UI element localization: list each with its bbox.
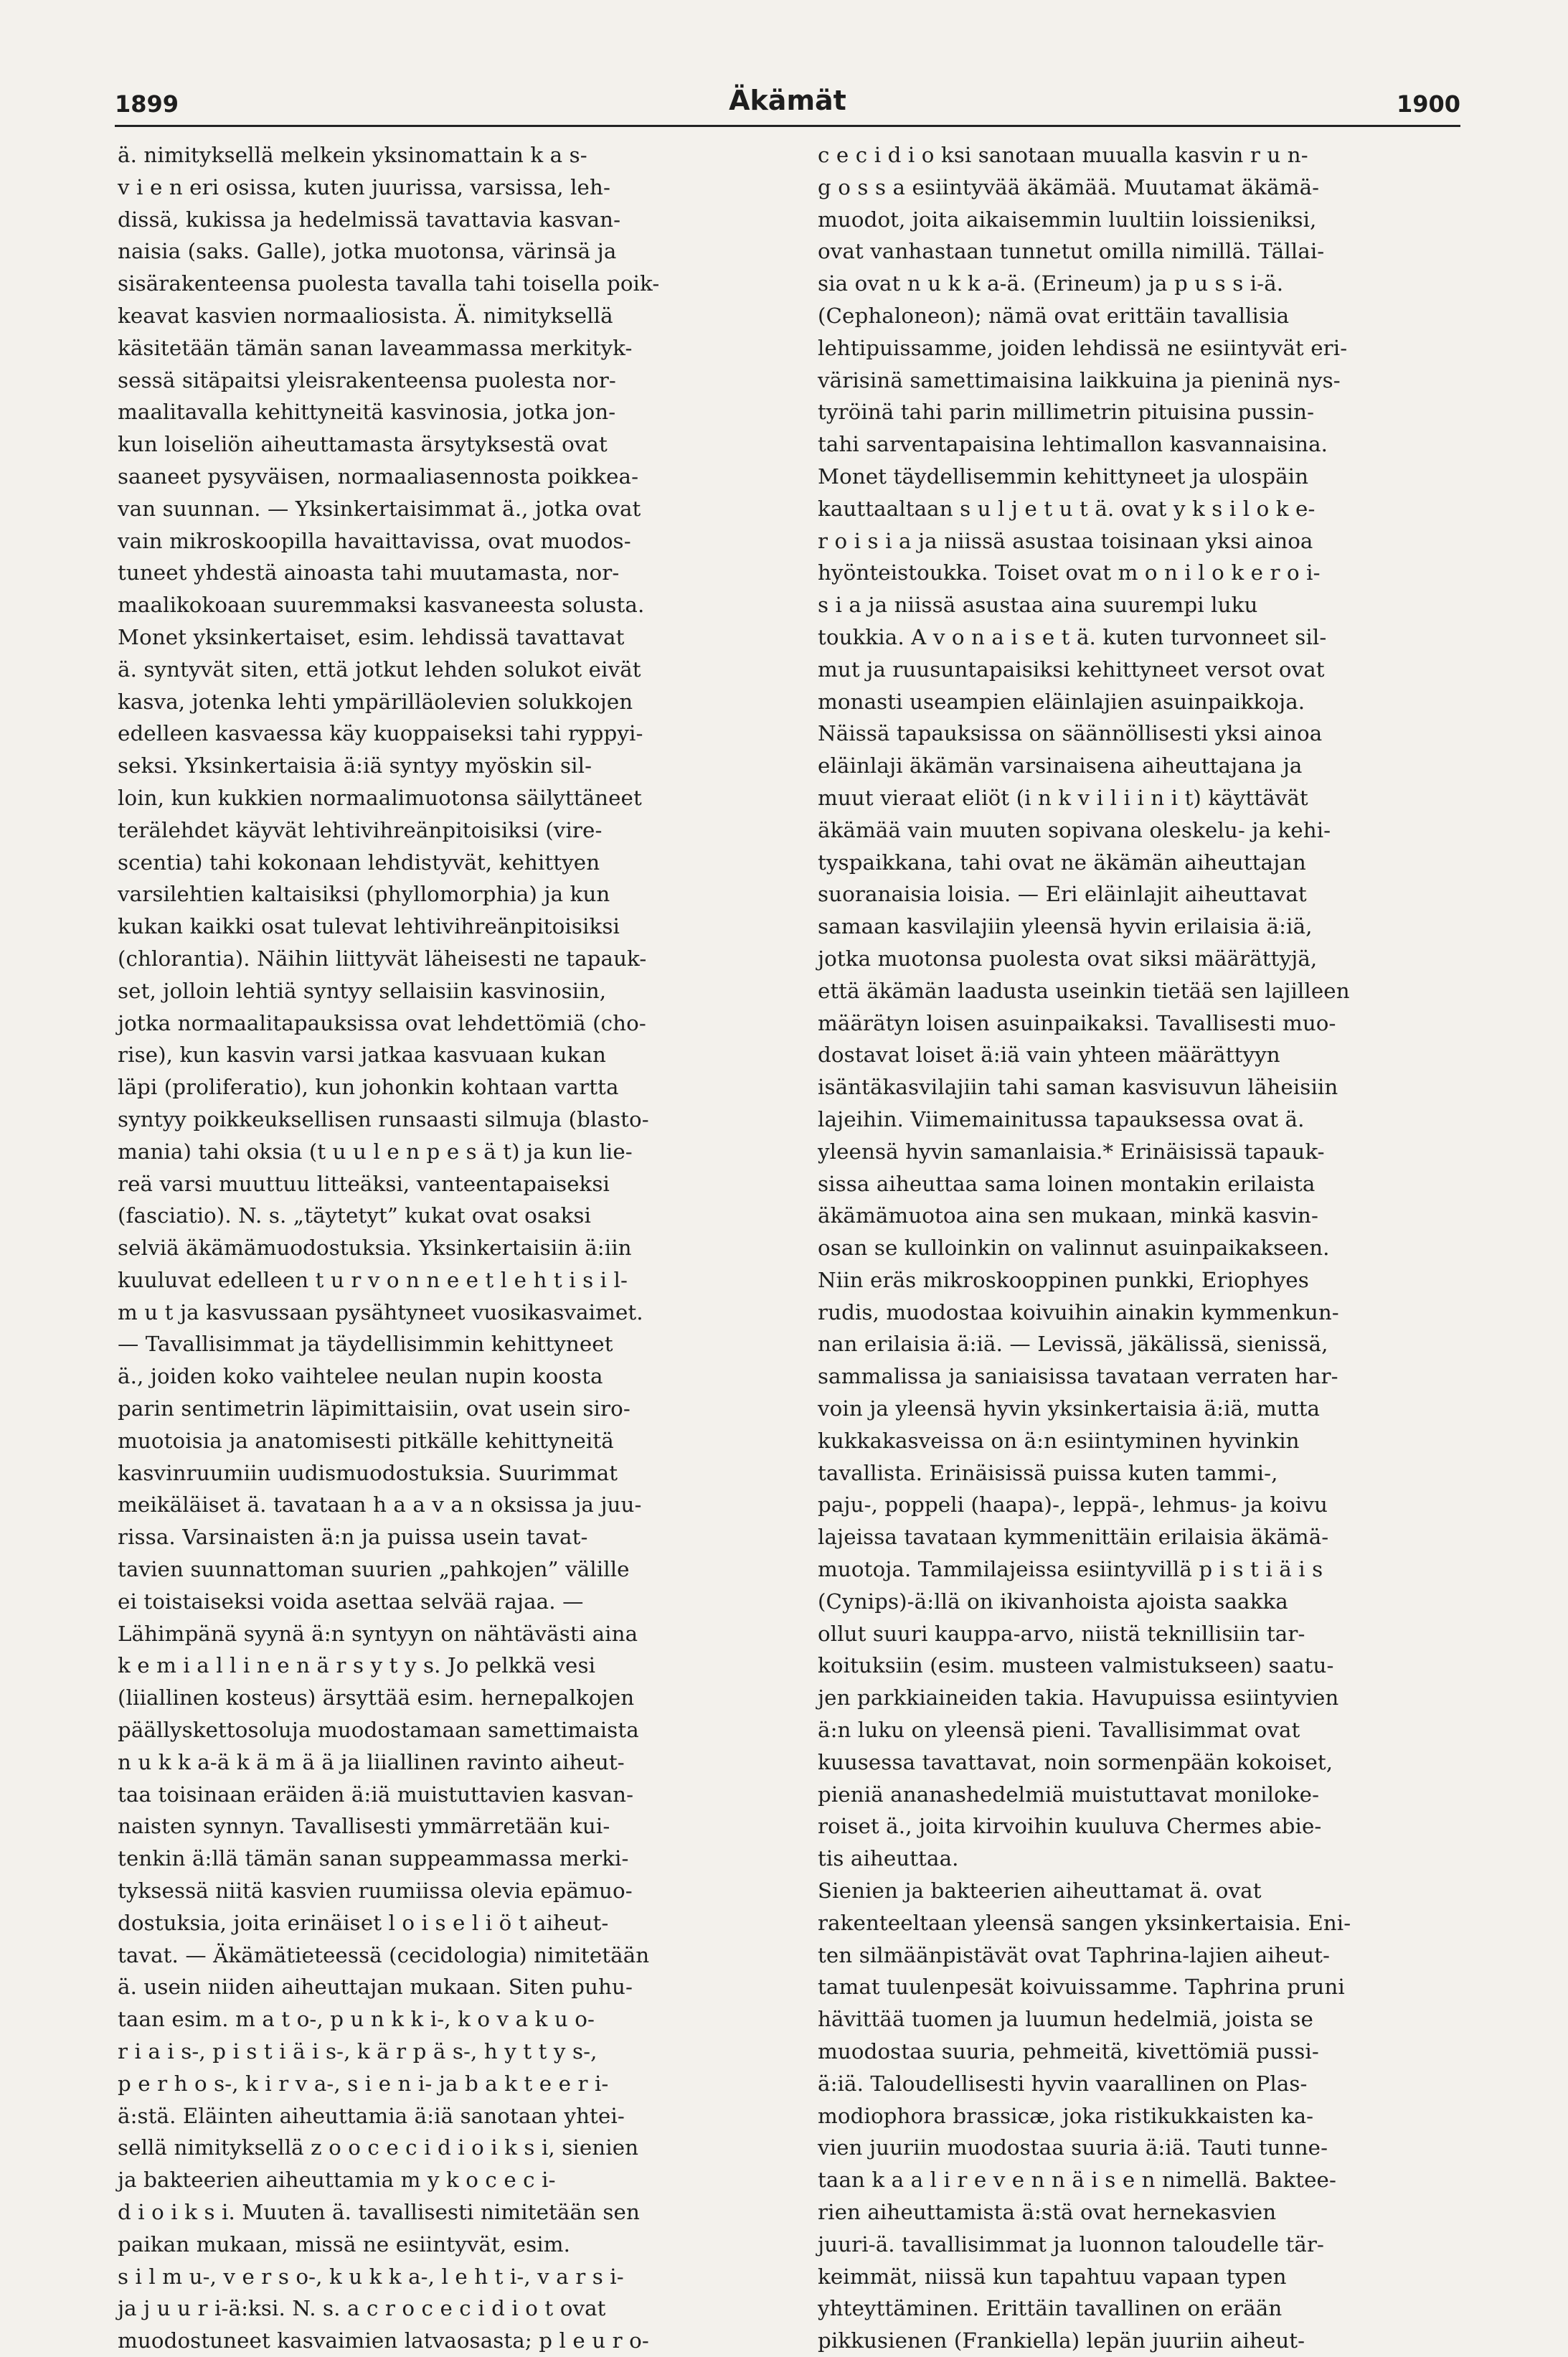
text-line: sia ovat n u k k a-ä. (Erineum) ja p u s s i-ä. bbox=[818, 271, 1284, 296]
text-line: muotoisia ja anatomisesti pitkälle kehittyneitä bbox=[118, 1428, 614, 1453]
text-line: sissa aiheuttaa sama loinen montakin erilaista bbox=[818, 1171, 1316, 1196]
text-line: juuri-ä. tavallisimmat ja luonnon taloudelle tär- bbox=[818, 2231, 1325, 2257]
page-number-right: 1900 bbox=[1396, 90, 1460, 118]
text-line: taa toisinaan eräiden ä:iä muistuttavien kasvan- bbox=[118, 1782, 634, 1807]
text-line: kauttaaltaan s u l j e t u t ä. ovat y k s i l o k e- bbox=[818, 496, 1316, 521]
text-line: voin ja yleensä hyvin yksinkertaisia ä:iä, mutta bbox=[818, 1396, 1321, 1421]
text-line: (Cynips)-ä:llä on ikivanhoista ajoista saakka bbox=[818, 1589, 1288, 1614]
text-line: roiset ä., joita kirvoihin kuuluva Chermes abie- bbox=[818, 1814, 1322, 1839]
text-line: tis aiheuttaa. bbox=[818, 1846, 959, 1871]
text-line: tamat tuulenpesät koivuissamme. Taphrina pruni bbox=[818, 1975, 1345, 2000]
text-line: läpi (proliferatio), kun johonkin kohtaan vartta bbox=[118, 1075, 619, 1100]
text-line: nan erilaisia ä:iä. — Levissä, jäkälissä, sienissä, bbox=[818, 1332, 1328, 1357]
text-line: — Tavallisimmat ja täydellisimmin kehittyneet bbox=[118, 1332, 613, 1357]
text-line: pikkusienen (Frankiella) lepän juuriin aiheut- bbox=[818, 2328, 1305, 2353]
text-line: päällyskettosoluja muodostamaan samettimaista bbox=[118, 1718, 639, 1743]
text-line: varsilehtien kaltaisiksi (phyllomorphia) ja kun bbox=[118, 882, 610, 907]
text-line: muotoja. Tammilajeissa esiintyvillä p i s t i ä i s bbox=[818, 1557, 1323, 1582]
text-line: parin sentimetrin läpimittaisiin, ovat usein siro- bbox=[118, 1396, 630, 1421]
text-line: ä:stä. Eläinten aiheuttamia ä:iä sanotaan yhtei- bbox=[118, 2103, 625, 2128]
text-line: tavien suunnattoman suurien „pahkojen” välille bbox=[118, 1557, 630, 1582]
text-line: keimmät, niissä kun tapahtuu vapaan typen bbox=[818, 2264, 1287, 2289]
text-line: sammalissa ja saniaisissa tavataan verraten har- bbox=[818, 1364, 1338, 1389]
text-line: s i l m u-, v e r s o-, k u k k a-, l e h t i-, v a r s i- bbox=[118, 2264, 624, 2289]
text-line: naisia (saks. Galle), jotka muotonsa, värinsä ja bbox=[118, 239, 617, 264]
text-line: muodot, joita aikaisemmin luultiin loissieniksi, bbox=[818, 207, 1317, 232]
text-line: lehtipuissamme, joiden lehdissä ne esiintyvät eri- bbox=[818, 335, 1348, 360]
text-line: eläinlaji äkämän varsinaisena aiheuttajana ja bbox=[818, 753, 1303, 778]
text-line: Niin eräs mikroskooppinen punkki, Eriophyes bbox=[818, 1267, 1309, 1292]
text-line: koituksiin (esim. musteen valmistukseen) saatu- bbox=[818, 1653, 1334, 1678]
text-line: Monet yksinkertaiset, esim. lehdissä tavattavat bbox=[118, 624, 625, 649]
text-line: tuneet yhdestä ainoasta tahi muutamasta, nor- bbox=[118, 560, 620, 585]
text-line: jotka normaalitapauksissa ovat lehdettömiä (cho- bbox=[118, 1010, 646, 1035]
right-column bbox=[818, 139, 1463, 2353]
text-line: Lähimpänä syynä ä:n syntyyn on nähtävästi aina bbox=[118, 1621, 638, 1646]
text-line: p e r h o s-, k i r v a-, s i e n i- ja b a k t e e r i- bbox=[118, 2071, 609, 2096]
text-line: selviä äkämämuodostuksia. Yksinkertaisiin ä:iin bbox=[118, 1236, 632, 1261]
text-line: dissä, kukissa ja hedelmissä tavattavia kasvan- bbox=[118, 207, 621, 232]
text-line: suoranaisia loisia. — Eri eläinlajit aiheuttavat bbox=[818, 882, 1307, 907]
text-line: set, jolloin lehtiä syntyy sellaisiin kasvinosiin, bbox=[118, 978, 607, 1003]
text-line: mania) tahi oksia (t u u l e n p e s ä t) ja kun lie- bbox=[118, 1139, 633, 1164]
text-line: (Cephaloneon); nämä ovat erittäin tavallisia bbox=[818, 303, 1290, 328]
text-line: mut ja ruusuntapaisiksi kehittyneet versot ovat bbox=[818, 657, 1325, 682]
text-line: tavat. — Äkämätieteessä (cecidologia) nimitetään bbox=[118, 1942, 650, 1967]
text-line: yleensä hyvin samanlaisia.* Erinäisissä tapauk- bbox=[818, 1139, 1325, 1164]
text-line: c e c i d i o ksi sanotaan muualla kasvin r u n- bbox=[818, 143, 1308, 167]
text-line: pieniä ananashedelmiä muistuttavat moniloke- bbox=[818, 1782, 1320, 1807]
text-line: tyspaikkana, tahi ovat ne äkämän aiheuttajan bbox=[818, 850, 1306, 875]
text-line: hävittää tuomen ja luumun hedelmiä, joista se bbox=[818, 2007, 1313, 2032]
text-line: isäntäkasvilajiin tahi saman kasvisuvun läheisiin bbox=[818, 1075, 1338, 1100]
text-line: dostuksia, joita erinäiset l o i s e l i ö t aiheut- bbox=[118, 1910, 609, 1935]
text-line: osan se kulloinkin on valinnut asuinpaikakseen. bbox=[818, 1236, 1330, 1261]
left-column bbox=[118, 139, 763, 2353]
text-line: r i a i s-, p i s t i ä i s-, k ä r p ä s-, h y t t y s-, bbox=[118, 2039, 598, 2064]
text-line: kuuluvat edelleen t u r v o n n e e t l e h t i s i l- bbox=[118, 1267, 628, 1292]
text-line: rudis, muodostaa koivuihin ainakin kymmenkun- bbox=[818, 1299, 1339, 1325]
text-line: hyönteistoukka. Toiset ovat m o n i l o k e r o i- bbox=[818, 560, 1321, 585]
text-line: ten silmäänpistävät ovat Taphrina-lajien aiheut- bbox=[818, 1942, 1331, 1967]
text-line: käsitetään tämän sanan laveammassa merkityk- bbox=[118, 335, 633, 360]
text-line: muodostaa suuria, pehmeitä, kivettömiä pussi- bbox=[818, 2039, 1319, 2064]
text-line: van suunnan. — Yksinkertaisimmat ä., jotka ovat bbox=[118, 496, 641, 521]
text-line: samaan kasvilajiin yleensä hyvin erilaisia ä:iä, bbox=[818, 914, 1313, 939]
text-line: edelleen kasvaessa käy kuoppaiseksi tahi ryppyi- bbox=[118, 721, 643, 746]
text-line: keavat kasvien normaaliosista. Ä. nimityksellä bbox=[118, 303, 613, 328]
text-line: toukkia. A v o n a i s e t ä. kuten turvonneet sil- bbox=[818, 624, 1327, 649]
text-line: (chlorantia). Näihin liittyvät läheisesti ne tapauk- bbox=[118, 946, 647, 971]
text-line: sisärakenteensa puolesta tavalla tahi toisella poik- bbox=[118, 271, 660, 296]
text-line: ä. syntyvät siten, että jotkut lehden solukot eivät bbox=[118, 657, 641, 682]
text-line: muodostuneet kasvaimien latvaosasta; p l e u r o- bbox=[118, 2328, 649, 2353]
text-line: g o s s a esiintyvää äkämää. Muutamat äkämä- bbox=[818, 174, 1320, 199]
text-line: äkämää vain muuten sopivana oleskelu- ja kehi- bbox=[818, 817, 1331, 842]
text-line: että äkämän laadusta useinkin tietää sen lajilleen bbox=[818, 978, 1350, 1003]
text-line: ei toistaiseksi voida asettaa selvää rajaa. — bbox=[118, 1589, 584, 1614]
text-line: lajeissa tavataan kymmenittäin erilaisia äkämä- bbox=[818, 1525, 1329, 1550]
text-line: tahi sarventapaisina lehtimallon kasvannaisina. bbox=[818, 432, 1328, 457]
text-line: kuusessa tavattavat, noin sormenpään kokoiset, bbox=[818, 1749, 1333, 1774]
text-line: ovat vanhastaan tunnetut omilla nimillä. Tällai- bbox=[818, 239, 1325, 264]
text-line: paikan mukaan, missä ne esiintyvät, esim. bbox=[118, 2231, 570, 2257]
text-line: sellä nimityksellä z o o c e c i d i o i k s i, sienien bbox=[118, 2135, 639, 2160]
text-line: meikäläiset ä. tavataan h a a v a n oksissa ja juu- bbox=[118, 1492, 642, 1518]
text-line: yhteyttäminen. Erittäin tavallinen on erään bbox=[818, 2296, 1283, 2321]
text-line: muut vieraat eliöt (i n k v i l i i n i t) käyttävät bbox=[818, 785, 1308, 810]
text-line: r o i s i a ja niissä asustaa toisinaan yksi ainoa bbox=[818, 528, 1313, 553]
text-line: rien aiheuttamista ä:stä ovat hernekasvien bbox=[818, 2200, 1277, 2224]
text-line: jotka muotonsa puolesta ovat siksi määrättyjä, bbox=[818, 946, 1318, 971]
text-line: sessä sitäpaitsi yleisrakenteensa puolesta nor- bbox=[118, 367, 616, 392]
text-line: Näissä tapauksissa on säännöllisesti yksi ainoa bbox=[818, 721, 1323, 746]
text-line: d i o i k s i. Muuten ä. tavallisesti nimitetään sen bbox=[118, 2200, 640, 2224]
page-header bbox=[115, 85, 1460, 128]
text-line: s i a ja niissä asustaa aina suurempi luku bbox=[818, 593, 1258, 618]
text-line: ja bakteerien aiheuttamia m y k o c e c i- bbox=[118, 2168, 556, 2193]
text-line: tyksessä niitä kasvien ruumiissa olevia epämuo- bbox=[118, 1878, 633, 1904]
text-line: ä:iä. Taloudellisesti hyvin vaarallinen on Plas- bbox=[818, 2071, 1308, 2096]
text-line: v i e n eri osissa, kuten juurissa, varsissa, leh- bbox=[118, 174, 610, 199]
text-line: ä. usein niiden aiheuttajan mukaan. Siten puhu- bbox=[118, 1975, 633, 2000]
text-line: tyröinä tahi parin millimetrin pituisina pussin- bbox=[818, 400, 1315, 425]
text-line: modiophora brassicæ, joka ristikukkaisten ka- bbox=[818, 2103, 1314, 2128]
text-line: (fasciatio). N. s. „täytetyt” kukat ovat osaksi bbox=[118, 1203, 592, 1228]
text-line: ollut suuri kauppa-arvo, niistä teknillisiin tar- bbox=[818, 1621, 1305, 1646]
text-line: naisten synnyn. Tavallisesti ymmärretään kui- bbox=[118, 1814, 610, 1839]
text-line: ä. nimityksellä melkein yksinomattain k a s- bbox=[118, 143, 587, 167]
header-rule bbox=[115, 125, 1460, 127]
text-line: reä varsi muuttuu litteäksi, vanteentapaiseksi bbox=[118, 1171, 610, 1196]
text-line: terälehdet käyvät lehtivihreänpitoisiksi (vire- bbox=[118, 817, 603, 842]
text-line: (liiallinen kosteus) ärsyttää esim. hernepalkojen bbox=[118, 1685, 635, 1711]
text-line: k e m i a l l i n e n ä r s y t y s. Jo pelkkä vesi bbox=[118, 1653, 596, 1678]
text-line: vain mikroskoopilla havaittavissa, ovat muodos- bbox=[118, 528, 631, 553]
text-line: Monet täydellisemmin kehittyneet ja ulospäin bbox=[818, 464, 1309, 489]
text-line: seksi. Yksinkertaisia ä:iä syntyy myöskin sil- bbox=[118, 753, 592, 778]
text-line: saaneet pysyväisen, normaaliasennosta poikkea- bbox=[118, 464, 639, 489]
text-line: jen parkkiaineiden takia. Havupuissa esiintyvien bbox=[818, 1685, 1339, 1711]
text-line: taan k a a l i r e v e n n ä i s e n nimellä. Baktee- bbox=[818, 2168, 1336, 2193]
text-line: kasvinruumiin uudismuodostuksia. Suurimmat bbox=[118, 1460, 618, 1485]
text-line: scentia) tahi kokonaan lehdistyvät, kehittyen bbox=[118, 850, 600, 875]
running-title: Äkämät bbox=[729, 85, 846, 116]
text-line: kukan kaikki osat tulevat lehtivihreänpitoisiksi bbox=[118, 914, 620, 939]
text-line: vien juuriin muodostaa suuria ä:iä. Tauti tunne- bbox=[818, 2135, 1328, 2160]
text-line: rakenteeltaan yleensä sangen yksinkertaisia. Eni- bbox=[818, 1910, 1351, 1935]
text-line: m u t ja kasvussaan pysähtyneet vuosikasvaimet. bbox=[118, 1299, 643, 1325]
text-line: tenkin ä:llä tämän sanan suppeammassa merki- bbox=[118, 1846, 629, 1871]
text-line: monasti useampien eläinlajien asuinpaikkoja. bbox=[818, 689, 1305, 714]
text-line: rise), kun kasvin varsi jatkaa kasvuaan kukan bbox=[118, 1043, 607, 1068]
text-line: äkämämuotoa aina sen mukaan, minkä kasvin- bbox=[818, 1203, 1318, 1228]
text-line: Sienien ja bakteerien aiheuttamat ä. ovat bbox=[818, 1878, 1262, 1904]
text-line: paju-, poppeli (haapa)-, leppä-, lehmus- ja koivu bbox=[818, 1492, 1328, 1518]
text-line: värisinä samettimaisina laikkuina ja pieninä nys- bbox=[818, 367, 1341, 392]
text-line: tavallista. Erinäisissä puissa kuten tammi-, bbox=[818, 1460, 1278, 1485]
text-line: ja j u u r i-ä:ksi. N. s. a c r o c e c i d i o t ovat bbox=[118, 2296, 606, 2321]
text-line: kasva, jotenka lehti ympärilläolevien solukkojen bbox=[118, 689, 633, 714]
text-line: määrätyn loisen asuinpaikaksi. Tavallisesti muo- bbox=[818, 1010, 1336, 1035]
page-number-left: 1899 bbox=[115, 90, 179, 118]
text-line: dostavat loiset ä:iä vain yhteen määrättyyn bbox=[818, 1043, 1280, 1068]
text-line: kun loiseliön aiheuttamasta ärsytyksestä ovat bbox=[118, 432, 608, 457]
text-line: ä., joiden koko vaihtelee neulan nupin koosta bbox=[118, 1364, 603, 1389]
text-line: rissa. Varsinaisten ä:n ja puissa usein tavat- bbox=[118, 1525, 588, 1550]
text-line: maalitavalla kehittyneitä kasvinosia, jotka jon- bbox=[118, 400, 616, 425]
text-line: lajeihin. Viimemainitussa tapauksessa ovat ä. bbox=[818, 1106, 1305, 1132]
text-line: syntyy poikkeuksellisen runsaasti silmuja (blasto- bbox=[118, 1106, 649, 1132]
text-line: n u k k a-ä k ä m ä ä ja liiallinen ravinto aiheut- bbox=[118, 1749, 625, 1774]
text-line: ä:n luku on yleensä pieni. Tavallisimmat ovat bbox=[818, 1718, 1300, 1743]
text-line: maalikokoaan suuremmaksi kasvaneesta solusta. bbox=[118, 593, 645, 618]
text-line: kukkakasveissa on ä:n esiintyminen hyvinkin bbox=[818, 1428, 1300, 1453]
text-line: taan esim. m a t o-, p u n k k i-, k o v a k u o- bbox=[118, 2007, 595, 2032]
text-line: loin, kun kukkien normaalimuotonsa säilyttäneet bbox=[118, 785, 642, 810]
